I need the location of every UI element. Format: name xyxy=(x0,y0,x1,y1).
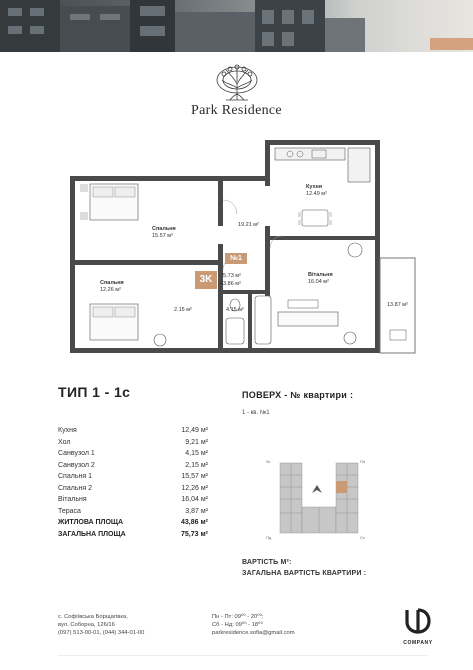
brand-logo xyxy=(0,64,473,119)
total-area-row: ЗАГАЛЬНА ПЛОЩА 75,73 м² xyxy=(58,530,208,538)
footer-address: с. Софіївська Борщагівка, вул. Соборна, 126/16 (097) 513-00-01, (044) 344-01-00 xyxy=(58,614,145,636)
rooms-count-badge: 3K xyxy=(195,271,217,289)
table-row: Хол 9,21 м² xyxy=(58,438,208,446)
footer-hours: Пн - Пт: 09⁰⁰ - 20⁰⁰; Сб - Нд: 09⁰⁰ - 18⁰⁰ parkresidence.sofia@gmail.com xyxy=(212,614,295,636)
tree-icon xyxy=(212,64,262,102)
rooms-area-table xyxy=(58,425,208,540)
hero-building-photo xyxy=(0,0,473,52)
room-label-bath-1: 4.15 м² xyxy=(226,307,244,313)
price-per-m2-label: ВАРТІСТЬ М²: xyxy=(242,559,292,566)
plan-living-area: 43.86 м² xyxy=(220,281,241,287)
footer-email-link[interactable]: parkresidence.sofia@gmail.com xyxy=(212,629,295,636)
room-label-bedroom-1: Спальня 15.57 м² xyxy=(152,226,176,239)
plan-area-summary xyxy=(220,272,241,288)
room-label-terrace: 13.87 м² xyxy=(387,302,408,308)
developer-label: COMPANY xyxy=(403,640,433,646)
svg-text:Сх: Сх xyxy=(360,535,365,540)
apartment-number-badge: №1 xyxy=(225,253,247,264)
total-price-label: ЗАГАЛЬНА ВАРТІСТЬ КВАРТИРИ : xyxy=(242,570,367,577)
room-label-kitchen: Кухня 12.49 м² xyxy=(306,184,327,197)
apartment-type-title: ТИП 1 - 1с xyxy=(58,384,131,400)
svg-text:Пд: Пд xyxy=(266,535,272,540)
room-label-living: Вітальня 16.04 м² xyxy=(308,272,333,285)
plan-total-area: 75.73 м² xyxy=(220,273,241,279)
floor-key-plan xyxy=(262,455,372,540)
selected-apartment-marker xyxy=(336,481,347,493)
table-row: Санвузол 1 4,15 м² xyxy=(58,450,208,457)
room-label-bedroom-2: Спальня 12.26 м² xyxy=(100,280,124,293)
fine-print-divider xyxy=(58,655,428,664)
ud-logo-icon xyxy=(404,608,432,634)
accent-bar xyxy=(430,38,473,50)
table-row: Спальня 2 12,26 м² xyxy=(58,484,208,492)
table-row: Кухня 12,49 м² xyxy=(58,427,208,434)
floor-plan xyxy=(50,140,425,362)
table-row: Вітальня 16,04 м² xyxy=(58,496,208,503)
pointer-icon xyxy=(312,485,322,493)
developer-logo xyxy=(398,608,438,646)
table-row: Спальня 1 15,57 м² xyxy=(58,473,208,480)
svg-text:Пн: Пн xyxy=(360,459,366,464)
table-row: Санвузол 2 2,15 м² xyxy=(58,461,208,469)
footer-phones: (097) 513-00-01, (044) 344-01-00 xyxy=(58,629,145,636)
brand-name: Park Residence xyxy=(191,103,282,118)
living-area-row: ЖИТЛОВА ПЛОЩА 43,86 м² xyxy=(58,519,208,526)
room-label-hall: 19.21 м² xyxy=(238,222,259,228)
floor-title: ПОВЕРХ - № квартири : xyxy=(242,390,354,400)
floor-value: 1 - кв. №1 xyxy=(242,410,270,416)
svg-text:Зх: Зх xyxy=(266,459,271,464)
room-label-bath-2: 2.15 м² xyxy=(174,307,192,313)
table-row: Тераса 3,87 м² xyxy=(58,507,208,515)
